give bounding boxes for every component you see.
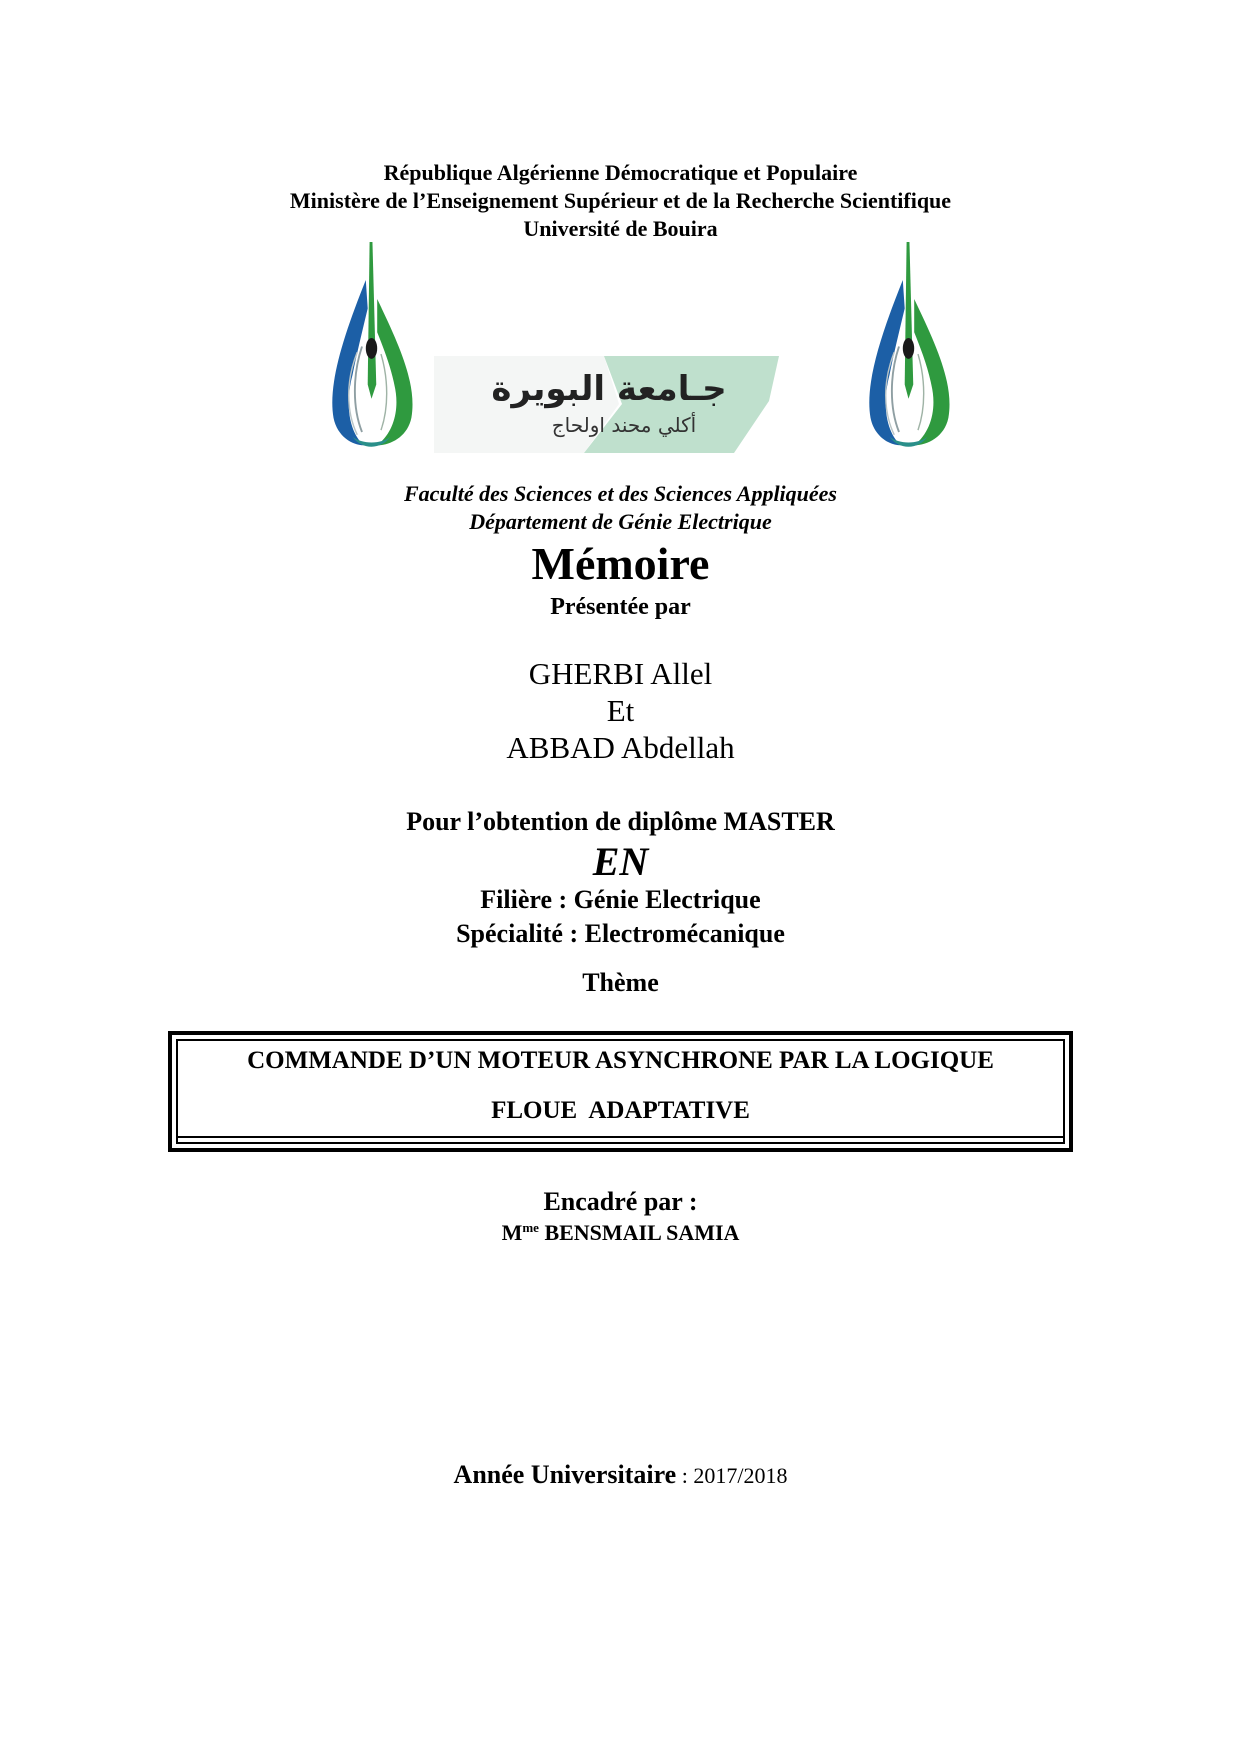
degree-line: Pour l’obtention de diplôme MASTER [406,807,835,836]
university-logo [434,356,784,453]
academic-year-label: Année Universitaire [453,1460,677,1489]
theme-title-line-2: FLOUE ADAPTATIVE [491,1097,750,1124]
supervisor-name: BENSMAIL SAMIA [544,1220,740,1245]
logo-arabic-name: جـامعة البويرة [491,369,727,409]
filiere-line: Filière : Génie Electrique [480,885,761,914]
theme-box-bottom-rule [176,1136,1065,1138]
country-title: République Algérienne Démocratique et Populaire [383,160,858,185]
authors-conjunction: Et [606,693,635,728]
author-2: ABBAD Abdellah [506,730,735,765]
faculty-name: Faculté des Sciences et des Sciences Appliquées [403,481,837,506]
university-emblem-icon [324,240,419,453]
theme-title-box [168,1031,1073,1152]
theme-label: Thème [582,968,659,997]
theme-title-line-1: COMMANDE D’UN MOTEUR ASYNCHRONE PAR LA LOGIQUE [247,1047,994,1074]
specialite-line: Spécialité : Electromécanique [456,919,785,948]
academic-year-value: 2017/2018 [693,1463,788,1488]
presented-by-label: Présentée par [550,594,691,620]
supervisor-title-prefix: M [501,1220,523,1245]
academic-year-separator: : [676,1463,694,1488]
university-emblem-icon [861,240,956,453]
en-label: EN [592,839,649,884]
academic-year-line [0,1461,1241,1490]
supervisor-title-superscript: me [522,1220,539,1235]
logo-arabic-subname: أكلي محند اولحاج [551,413,697,437]
author-1: GHERBI Allel [528,656,713,691]
university-title: Université de Bouira [523,216,718,241]
document-type-title: Mémoire [531,538,710,589]
ministry-title: Ministère de l’Enseignement Supérieur et de la Recherche Scientifique [289,188,952,213]
department-name: Département de Génie Electrique [469,509,772,534]
supervisor-label: Encadré par : [543,1187,698,1216]
supervisor-line [0,1221,1241,1245]
